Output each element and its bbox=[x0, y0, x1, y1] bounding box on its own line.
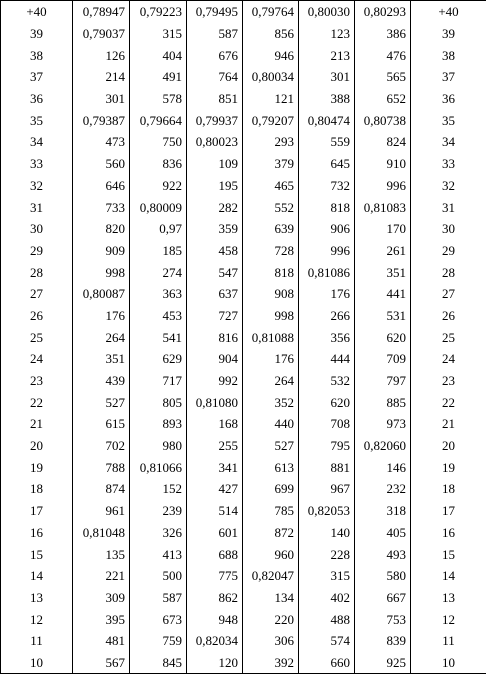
value-cell: 885 bbox=[355, 391, 411, 413]
row-label-right: 15 bbox=[411, 543, 486, 565]
value-cell: 973 bbox=[355, 413, 411, 435]
value-cell: 0,79387 bbox=[73, 109, 130, 131]
value-cell: 402 bbox=[299, 587, 355, 609]
row-label-right: 13 bbox=[411, 587, 486, 609]
table-row bbox=[1, 261, 486, 283]
table-row bbox=[1, 456, 486, 478]
table-row bbox=[1, 543, 486, 565]
row-label-right: 10 bbox=[411, 652, 486, 674]
value-cell: 732 bbox=[299, 175, 355, 197]
value-cell: 352 bbox=[243, 391, 299, 413]
row-label-left: 19 bbox=[1, 456, 73, 478]
value-cell: 0,79664 bbox=[130, 109, 187, 131]
value-cell: 0,82053 bbox=[299, 500, 355, 522]
table-row bbox=[1, 88, 486, 110]
row-label-left: 22 bbox=[1, 391, 73, 413]
value-cell: 967 bbox=[299, 478, 355, 500]
value-cell: 0,97 bbox=[130, 218, 187, 240]
row-label-right: 27 bbox=[411, 283, 486, 305]
row-label-right: 36 bbox=[411, 88, 486, 110]
value-cell: 750 bbox=[130, 131, 187, 153]
value-cell: 709 bbox=[355, 348, 411, 370]
row-label-left: 33 bbox=[1, 153, 73, 175]
value-cell: 309 bbox=[73, 587, 130, 609]
value-cell: 601 bbox=[187, 522, 243, 544]
value-cell: 0,80030 bbox=[299, 1, 355, 23]
value-cell: 728 bbox=[243, 240, 299, 262]
value-cell: 797 bbox=[355, 370, 411, 392]
value-cell: 0,81048 bbox=[73, 522, 130, 544]
value-cell: 816 bbox=[187, 326, 243, 348]
table-row bbox=[1, 326, 486, 348]
row-label-left: 28 bbox=[1, 261, 73, 283]
value-cell: 282 bbox=[187, 196, 243, 218]
value-cell: 266 bbox=[299, 305, 355, 327]
value-cell: 906 bbox=[299, 218, 355, 240]
value-cell: 0,80034 bbox=[243, 66, 299, 88]
value-cell: 910 bbox=[355, 153, 411, 175]
value-cell: 0,80023 bbox=[187, 131, 243, 153]
value-cell: 946 bbox=[243, 44, 299, 66]
value-cell: 386 bbox=[355, 23, 411, 45]
value-cell: 405 bbox=[355, 522, 411, 544]
value-cell: 874 bbox=[73, 478, 130, 500]
table-row bbox=[1, 478, 486, 500]
row-label-right: 19 bbox=[411, 456, 486, 478]
value-cell: 264 bbox=[73, 326, 130, 348]
row-label-left: 26 bbox=[1, 305, 73, 327]
value-cell: 960 bbox=[243, 543, 299, 565]
value-cell: 0,80293 bbox=[355, 1, 411, 23]
row-label-right: 26 bbox=[411, 305, 486, 327]
row-label-right: +40 bbox=[411, 1, 486, 23]
value-cell: 458 bbox=[187, 240, 243, 262]
value-cell: 646 bbox=[73, 175, 130, 197]
row-label-right: 21 bbox=[411, 413, 486, 435]
value-cell: 473 bbox=[73, 131, 130, 153]
value-cell: 379 bbox=[243, 153, 299, 175]
value-cell: 221 bbox=[73, 565, 130, 587]
row-label-left: 38 bbox=[1, 44, 73, 66]
value-cell: 395 bbox=[73, 608, 130, 630]
value-cell: 359 bbox=[187, 218, 243, 240]
value-cell: 293 bbox=[243, 131, 299, 153]
value-cell: 404 bbox=[130, 44, 187, 66]
value-cell: 0,80087 bbox=[73, 283, 130, 305]
value-cell: 444 bbox=[299, 348, 355, 370]
row-label-right: 12 bbox=[411, 608, 486, 630]
table-row bbox=[1, 348, 486, 370]
value-cell: 315 bbox=[299, 565, 355, 587]
row-label-right: 38 bbox=[411, 44, 486, 66]
value-cell: 862 bbox=[187, 587, 243, 609]
value-cell: 908 bbox=[243, 283, 299, 305]
value-cell: 493 bbox=[355, 543, 411, 565]
row-label-right: 17 bbox=[411, 500, 486, 522]
value-cell: 613 bbox=[243, 456, 299, 478]
value-cell: 392 bbox=[243, 652, 299, 674]
value-cell: 996 bbox=[299, 240, 355, 262]
value-cell: 565 bbox=[355, 66, 411, 88]
value-cell: 120 bbox=[187, 652, 243, 674]
table-row bbox=[1, 240, 486, 262]
value-cell: 733 bbox=[73, 196, 130, 218]
value-cell: 239 bbox=[130, 500, 187, 522]
value-cell: 0,79495 bbox=[187, 1, 243, 23]
value-cell: 620 bbox=[355, 326, 411, 348]
row-label-right: 20 bbox=[411, 435, 486, 457]
table-row bbox=[1, 44, 486, 66]
value-cell: 922 bbox=[130, 175, 187, 197]
value-cell: 759 bbox=[130, 630, 187, 652]
table-row bbox=[1, 196, 486, 218]
value-cell: 836 bbox=[130, 153, 187, 175]
row-label-right: 11 bbox=[411, 630, 486, 652]
value-cell: 356 bbox=[299, 326, 355, 348]
row-label-left: 16 bbox=[1, 522, 73, 544]
value-cell: 552 bbox=[243, 196, 299, 218]
value-cell: 567 bbox=[73, 652, 130, 674]
value-cell: 527 bbox=[73, 391, 130, 413]
value-cell: 708 bbox=[299, 413, 355, 435]
value-cell: 195 bbox=[187, 175, 243, 197]
value-cell: 845 bbox=[130, 652, 187, 674]
value-cell: 176 bbox=[243, 348, 299, 370]
value-cell: 255 bbox=[187, 435, 243, 457]
value-cell: 541 bbox=[130, 326, 187, 348]
value-cell: 909 bbox=[73, 240, 130, 262]
value-cell: 818 bbox=[243, 261, 299, 283]
value-cell: 441 bbox=[355, 283, 411, 305]
value-cell: 980 bbox=[130, 435, 187, 457]
row-label-left: 39 bbox=[1, 23, 73, 45]
row-label-left: 11 bbox=[1, 630, 73, 652]
value-cell: 465 bbox=[243, 175, 299, 197]
value-cell: 660 bbox=[299, 652, 355, 674]
table-row bbox=[1, 153, 486, 175]
value-cell: 527 bbox=[243, 435, 299, 457]
table-row bbox=[1, 218, 486, 240]
table-row bbox=[1, 109, 486, 131]
value-cell: 0,82060 bbox=[355, 435, 411, 457]
value-cell: 578 bbox=[130, 88, 187, 110]
row-label-right: 23 bbox=[411, 370, 486, 392]
value-cell: 481 bbox=[73, 630, 130, 652]
value-cell: 214 bbox=[73, 66, 130, 88]
row-label-left: 32 bbox=[1, 175, 73, 197]
row-label-left: 21 bbox=[1, 413, 73, 435]
value-cell: 228 bbox=[299, 543, 355, 565]
value-cell: 232 bbox=[355, 478, 411, 500]
value-cell: 560 bbox=[73, 153, 130, 175]
table-row bbox=[1, 587, 486, 609]
value-cell: 0,81066 bbox=[130, 456, 187, 478]
value-cell: 351 bbox=[355, 261, 411, 283]
value-cell: 318 bbox=[355, 500, 411, 522]
table-row bbox=[1, 283, 486, 305]
value-cell: 0,81083 bbox=[355, 196, 411, 218]
table-row bbox=[1, 522, 486, 544]
value-cell: 326 bbox=[130, 522, 187, 544]
value-cell: 615 bbox=[73, 413, 130, 435]
value-cell: 476 bbox=[355, 44, 411, 66]
value-cell: 948 bbox=[187, 608, 243, 630]
table-row bbox=[1, 1, 486, 23]
row-label-left: +40 bbox=[1, 1, 73, 23]
value-cell: 439 bbox=[73, 370, 130, 392]
table-row bbox=[1, 608, 486, 630]
value-cell: 0,78947 bbox=[73, 1, 130, 23]
value-cell: 168 bbox=[187, 413, 243, 435]
value-cell: 176 bbox=[73, 305, 130, 327]
value-cell: 820 bbox=[73, 218, 130, 240]
value-cell: 0,80474 bbox=[299, 109, 355, 131]
row-label-right: 14 bbox=[411, 565, 486, 587]
row-label-right: 39 bbox=[411, 23, 486, 45]
row-label-right: 35 bbox=[411, 109, 486, 131]
value-cell: 500 bbox=[130, 565, 187, 587]
value-cell: 785 bbox=[243, 500, 299, 522]
value-cell: 0,79223 bbox=[130, 1, 187, 23]
row-label-left: 35 bbox=[1, 109, 73, 131]
value-cell: 351 bbox=[73, 348, 130, 370]
row-label-left: 24 bbox=[1, 348, 73, 370]
table-row bbox=[1, 630, 486, 652]
value-cell: 531 bbox=[355, 305, 411, 327]
value-cell: 185 bbox=[130, 240, 187, 262]
value-cell: 753 bbox=[355, 608, 411, 630]
row-label-right: 31 bbox=[411, 196, 486, 218]
value-cell: 301 bbox=[73, 88, 130, 110]
value-cell: 440 bbox=[243, 413, 299, 435]
value-cell: 109 bbox=[187, 153, 243, 175]
value-cell: 904 bbox=[187, 348, 243, 370]
value-cell: 220 bbox=[243, 608, 299, 630]
row-label-left: 30 bbox=[1, 218, 73, 240]
value-cell: 126 bbox=[73, 44, 130, 66]
table-row bbox=[1, 131, 486, 153]
value-cell: 795 bbox=[299, 435, 355, 457]
table-row bbox=[1, 652, 486, 674]
value-cell: 261 bbox=[355, 240, 411, 262]
table-row bbox=[1, 413, 486, 435]
row-label-right: 28 bbox=[411, 261, 486, 283]
value-cell: 427 bbox=[187, 478, 243, 500]
value-cell: 998 bbox=[243, 305, 299, 327]
value-cell: 170 bbox=[355, 218, 411, 240]
value-cell: 925 bbox=[355, 652, 411, 674]
row-label-left: 13 bbox=[1, 587, 73, 609]
value-cell: 574 bbox=[299, 630, 355, 652]
value-cell: 788 bbox=[73, 456, 130, 478]
value-cell: 547 bbox=[187, 261, 243, 283]
value-cell: 702 bbox=[73, 435, 130, 457]
value-cell: 413 bbox=[130, 543, 187, 565]
table-row bbox=[1, 175, 486, 197]
value-cell: 872 bbox=[243, 522, 299, 544]
value-cell: 992 bbox=[187, 370, 243, 392]
value-cell: 961 bbox=[73, 500, 130, 522]
value-cell: 824 bbox=[355, 131, 411, 153]
row-label-right: 29 bbox=[411, 240, 486, 262]
value-cell: 0,81080 bbox=[187, 391, 243, 413]
value-cell: 134 bbox=[243, 587, 299, 609]
row-label-right: 22 bbox=[411, 391, 486, 413]
table-row bbox=[1, 305, 486, 327]
value-cell: 388 bbox=[299, 88, 355, 110]
row-label-left: 15 bbox=[1, 543, 73, 565]
value-cell: 453 bbox=[130, 305, 187, 327]
value-cell: 0,82047 bbox=[243, 565, 299, 587]
table-row bbox=[1, 500, 486, 522]
value-cell: 998 bbox=[73, 261, 130, 283]
value-cell: 152 bbox=[130, 478, 187, 500]
value-cell: 306 bbox=[243, 630, 299, 652]
value-cell: 639 bbox=[243, 218, 299, 240]
row-label-right: 18 bbox=[411, 478, 486, 500]
row-label-left: 18 bbox=[1, 478, 73, 500]
row-label-left: 14 bbox=[1, 565, 73, 587]
table-row bbox=[1, 66, 486, 88]
value-cell: 851 bbox=[187, 88, 243, 110]
value-cell: 514 bbox=[187, 500, 243, 522]
value-cell: 676 bbox=[187, 44, 243, 66]
value-cell: 135 bbox=[73, 543, 130, 565]
row-label-left: 27 bbox=[1, 283, 73, 305]
value-cell: 140 bbox=[299, 522, 355, 544]
value-cell: 0,79037 bbox=[73, 23, 130, 45]
row-label-left: 34 bbox=[1, 131, 73, 153]
value-cell: 0,80009 bbox=[130, 196, 187, 218]
value-cell: 688 bbox=[187, 543, 243, 565]
row-label-left: 10 bbox=[1, 652, 73, 674]
value-cell: 532 bbox=[299, 370, 355, 392]
value-cell: 818 bbox=[299, 196, 355, 218]
value-cell: 491 bbox=[130, 66, 187, 88]
value-cell: 893 bbox=[130, 413, 187, 435]
row-label-right: 33 bbox=[411, 153, 486, 175]
value-cell: 881 bbox=[299, 456, 355, 478]
value-cell: 629 bbox=[130, 348, 187, 370]
value-cell: 341 bbox=[187, 456, 243, 478]
value-cell: 301 bbox=[299, 66, 355, 88]
value-cell: 146 bbox=[355, 456, 411, 478]
row-label-left: 12 bbox=[1, 608, 73, 630]
row-label-right: 37 bbox=[411, 66, 486, 88]
row-label-left: 37 bbox=[1, 66, 73, 88]
table-body bbox=[1, 1, 486, 674]
row-label-left: 36 bbox=[1, 88, 73, 110]
row-label-right: 32 bbox=[411, 175, 486, 197]
row-label-left: 31 bbox=[1, 196, 73, 218]
value-cell: 699 bbox=[243, 478, 299, 500]
row-label-right: 34 bbox=[411, 131, 486, 153]
value-cell: 264 bbox=[243, 370, 299, 392]
value-cell: 0,79764 bbox=[243, 1, 299, 23]
value-cell: 587 bbox=[187, 23, 243, 45]
value-cell: 213 bbox=[299, 44, 355, 66]
table-row bbox=[1, 23, 486, 45]
row-label-left: 23 bbox=[1, 370, 73, 392]
value-cell: 0,80738 bbox=[355, 109, 411, 131]
value-cell: 559 bbox=[299, 131, 355, 153]
value-cell: 673 bbox=[130, 608, 187, 630]
row-label-left: 20 bbox=[1, 435, 73, 457]
row-label-left: 25 bbox=[1, 326, 73, 348]
value-cell: 727 bbox=[187, 305, 243, 327]
value-cell: 856 bbox=[243, 23, 299, 45]
value-cell: 315 bbox=[130, 23, 187, 45]
table-row bbox=[1, 391, 486, 413]
value-cell: 123 bbox=[299, 23, 355, 45]
value-cell: 652 bbox=[355, 88, 411, 110]
value-cell: 667 bbox=[355, 587, 411, 609]
value-cell: 0,79207 bbox=[243, 109, 299, 131]
value-cell: 996 bbox=[355, 175, 411, 197]
value-cell: 764 bbox=[187, 66, 243, 88]
value-cell: 717 bbox=[130, 370, 187, 392]
row-label-right: 25 bbox=[411, 326, 486, 348]
table-row bbox=[1, 435, 486, 457]
value-cell: 363 bbox=[130, 283, 187, 305]
value-cell: 176 bbox=[299, 283, 355, 305]
value-cell: 0,81088 bbox=[243, 326, 299, 348]
row-label-right: 16 bbox=[411, 522, 486, 544]
value-cell: 620 bbox=[299, 391, 355, 413]
value-cell: 0,81086 bbox=[299, 261, 355, 283]
value-cell: 274 bbox=[130, 261, 187, 283]
row-label-left: 17 bbox=[1, 500, 73, 522]
row-label-right: 30 bbox=[411, 218, 486, 240]
value-cell: 580 bbox=[355, 565, 411, 587]
row-label-right: 24 bbox=[411, 348, 486, 370]
value-cell: 839 bbox=[355, 630, 411, 652]
value-cell: 645 bbox=[299, 153, 355, 175]
value-cell: 587 bbox=[130, 587, 187, 609]
value-cell: 637 bbox=[187, 283, 243, 305]
value-cell: 805 bbox=[130, 391, 187, 413]
table-row bbox=[1, 565, 486, 587]
table-row bbox=[1, 370, 486, 392]
value-cell: 775 bbox=[187, 565, 243, 587]
value-cell: 121 bbox=[243, 88, 299, 110]
row-label-left: 29 bbox=[1, 240, 73, 262]
value-cell: 488 bbox=[299, 608, 355, 630]
value-cell: 0,82034 bbox=[187, 630, 243, 652]
value-cell: 0,79937 bbox=[187, 109, 243, 131]
